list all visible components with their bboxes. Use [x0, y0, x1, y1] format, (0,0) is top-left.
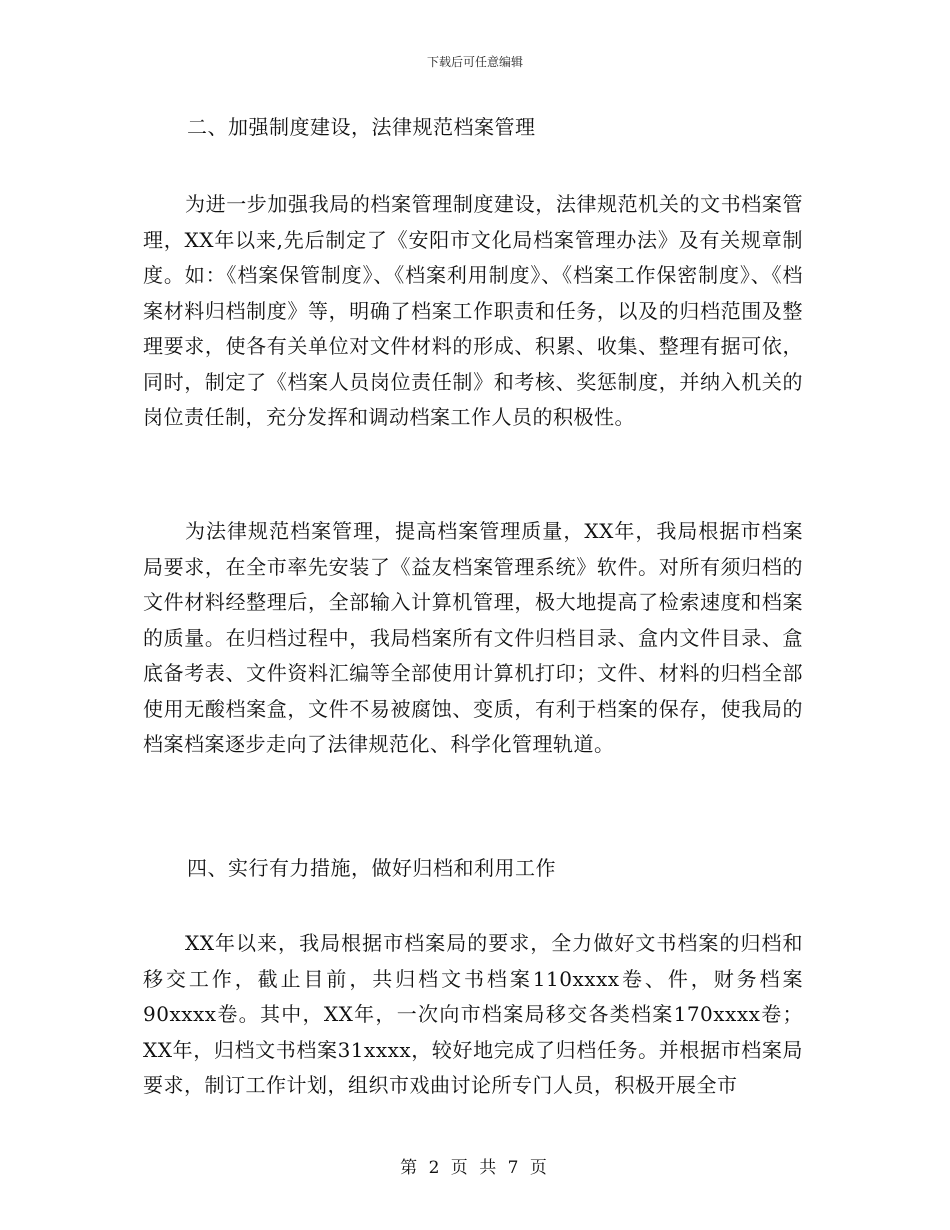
paragraph-archive-regulations: 为进一步加强我局的档案管理制度建设，法律规范机关的文书档案管理，XX年以来,先后制定了《安阳市文化局档案管理办法》及有关规章制度。如：《档案保管制度》、《档案利用制度》、《档案工作保密制度》、《档案材料归档制度》等，明确了档案工作职责和任务，以及的归档范围及整理要求，使各有关单位对文件材料的形成、积累、收集、整理有据可依，同时，制定了《档案人员岗位责任制》和考核、奖惩制度，并纳入机关的岗位责任制，充分发挥和调动档案工作人员的积极性。 [143, 192, 803, 429]
section-heading-2: 二、加强制度建设，法律规范档案管理 [187, 115, 536, 139]
header-note: 下载后可任意编辑 [426, 55, 523, 69]
section-heading-4: 四、实行有力措施，做好归档和利用工作 [187, 856, 556, 880]
paragraph-archive-filing: XX年以来，我局根据市档案局的要求，全力做好文书档案的归档和移交工作，截止目前，共归档文书档案110xxxx卷、件，财务档案90xxxx卷。其中，XX年，一次向市档案局移交各类档案170xxxx卷；XX年，归档文书档案31xxxx，较好地完成了归档任务。并根据市档案局要求，制订工作计划，组织市戏曲讨论所专门人员，积极开展全市 [143, 931, 803, 1097]
paragraph-archive-software: 为法律规范档案管理，提高档案管理质量，XX年，我局根据市档案局要求，在全市率先安装了《益友档案管理系统》软件。对所有须归档的文件材料经整理后，全部输入计算机管理，极大地提高了检索速度和档案的质量。在归档过程中，我局档案所有文件归档目录、盒内文件目录、盒底备考表、文件资料汇编等全部使用计算机打印；文件、材料的归档全部使用无酸档案盒，文件不易被腐蚀、变质，有利于档案的保存，使我局的档案档案逐步走向了法律规范化、科学化管理轨道。 [143, 519, 803, 756]
page-number-footer: 第 2 页 共 7 页 [400, 1158, 550, 1178]
